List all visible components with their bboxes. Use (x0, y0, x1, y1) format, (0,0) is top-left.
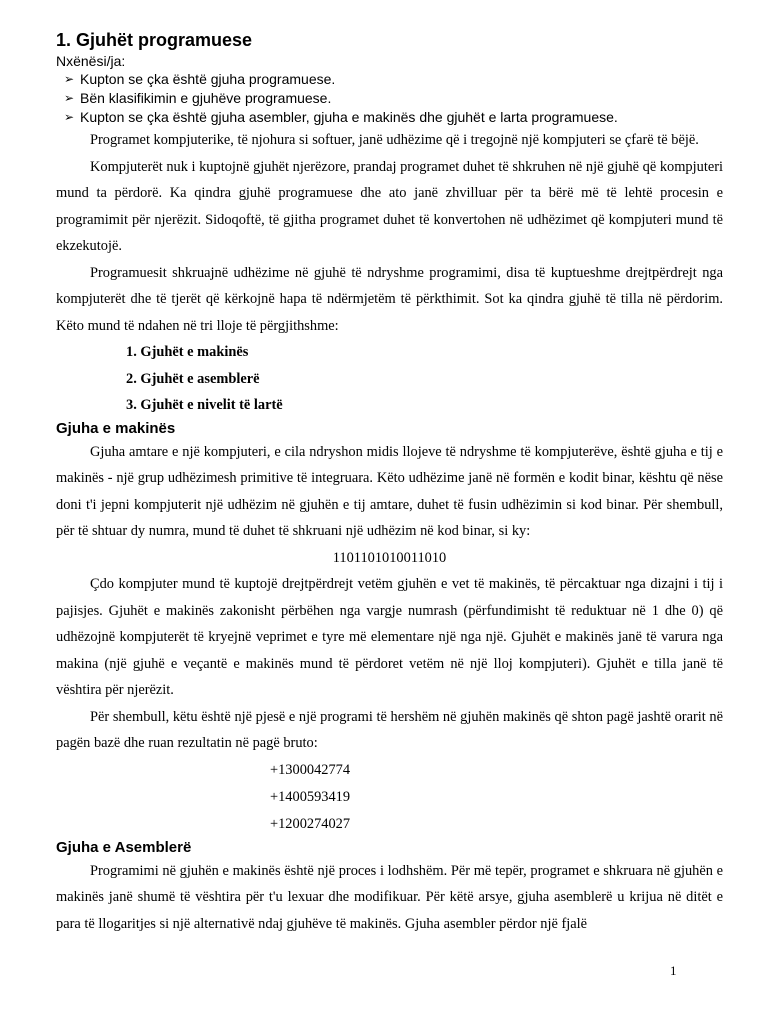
section-heading-machine: Gjuha e makinës (56, 419, 176, 437)
page-number: 1 (670, 963, 677, 978)
list-item: ➢ Bën klasifikimin e gjuhëve programuese. (64, 90, 332, 106)
machine-paragraph: Gjuha amtare e një kompjuteri, e cila ndryshon midis llojeve të ndryshme të kompjuterëve, është gjuha e tij e makinës - një grup udhëzimesh primitive të integruara. Këto udhëzime janë në formën e kodit binar, kështu që nëse doni t'i jepni kompjuterit një udhëzim në gjuhën e tij amtare, duhet të fusin udhëzimin si kod binar. Për shembull, për të shtuar dy numra, mund të duhet të shkruani një udhëzim në kod binar, si ky: (56, 443, 723, 539)
machine-paragraph: Për shembull, këtu është një pjesë e një programi të hershëm në gjuhën makinës që shton pagë jashtë orarit në pagën bazë dhe ruan rezultatin në pagë bruto: (56, 708, 723, 751)
arrow-bullet-icon: ➢ (64, 91, 75, 105)
objectives-list (56, 70, 723, 127)
list-item: 1. Gjuhët e makinës (126, 344, 249, 360)
binary-code: 1101101010011010 (332, 549, 447, 566)
intro-paragraph: Programet kompjuterike, të njohura si softuer, janë udhëzime që i tregojnë një kompjuteri se çfarë të bëjë. (90, 132, 699, 148)
list-item: 3. Gjuhët e nivelit të lartë (126, 397, 283, 413)
intro-paragraph: Programuesit shkruajnë udhëzime në gjuhë të ndryshme programimi, disa të kuptueshme drejtpërdrejt nga kompjuterët dhe të tjerët që kërkojnë hapa të ndërmjetëm të përkthimit. Sot ka qindra gjuhë të tilla në përdorim. Këto mund të ndahen në tri lloje të përgjithshme: (56, 264, 723, 334)
assembler-paragraph: Programimi në gjuhën e makinës është një proces i lodhshëm. Për më tepër, programet e shkruara në gjuhën e makinës janë shumë të vështira për t'u lexuar dhe modifikuar. Për këtë arsye, gjuha asemblerë u krijua në ditët e para të llogaritjes si një alternativë ndaj gjuhëve të makinës. Gjuha asembler përdor një fjalë (56, 862, 723, 932)
list-item: ➢ Kupton se çka është gjuha programuese. (64, 71, 336, 87)
document-page (56, 28, 723, 937)
page-title: 1. Gjuhët programuese (56, 30, 253, 50)
code-line: +1300042774 (270, 761, 351, 778)
objectives-label: Nxënësi/ja: (56, 53, 126, 69)
list-item: 2. Gjuhët e asemblerë (126, 370, 260, 387)
code-line: +1200274027 (270, 815, 351, 832)
arrow-bullet-icon: ➢ (64, 72, 75, 86)
language-types-list (56, 339, 723, 419)
intro-paragraph: Kompjuterët nuk i kuptojnë gjuhët njerëzore, prandaj programet duhet të shkruhen në një gjuhë që kompjuteri mund ta përdorë. Ka qindra gjuhë programuese dhe ato janë zhvilluar për ta bërë më të lehtë procesin e programimit për njerëzit. Sidoqoftë, të gjitha programet duhet të konvertohen në udhëzimet që kompjuteri mund të ekzekutojë. (56, 158, 723, 254)
code-line: +1400593419 (270, 788, 351, 805)
section-heading-assembler: Gjuha e Asemblerë (56, 838, 192, 856)
machine-paragraph: Çdo kompjuter mund të kuptojë drejtpërdrejt vetëm gjuhën e vet të makinës, të përcaktuar nga dizajni i tij i pajisjes. Gjuhët e makinës zakonisht përbëhen nga vargje numrash (përfundimisht të reduktuar në 1 dhe 0) që udhëzojnë kompjuterët të kryejnë veprimet e tyre më elementare një nga një. Gjuhët e makinës janë të varura nga makina (një gjuhë e veçantë e makinës mund të përdoret vetëm në një lloj kompjuteri). Gjuhët e tilla janë të vështira për njerëzit. (56, 576, 723, 698)
arrow-bullet-icon: ➢ (64, 110, 75, 124)
list-item: ➢ Kupton se çka është gjuha asembler, gjuha e makinës dhe gjuhët e larta programuese. (64, 109, 618, 125)
